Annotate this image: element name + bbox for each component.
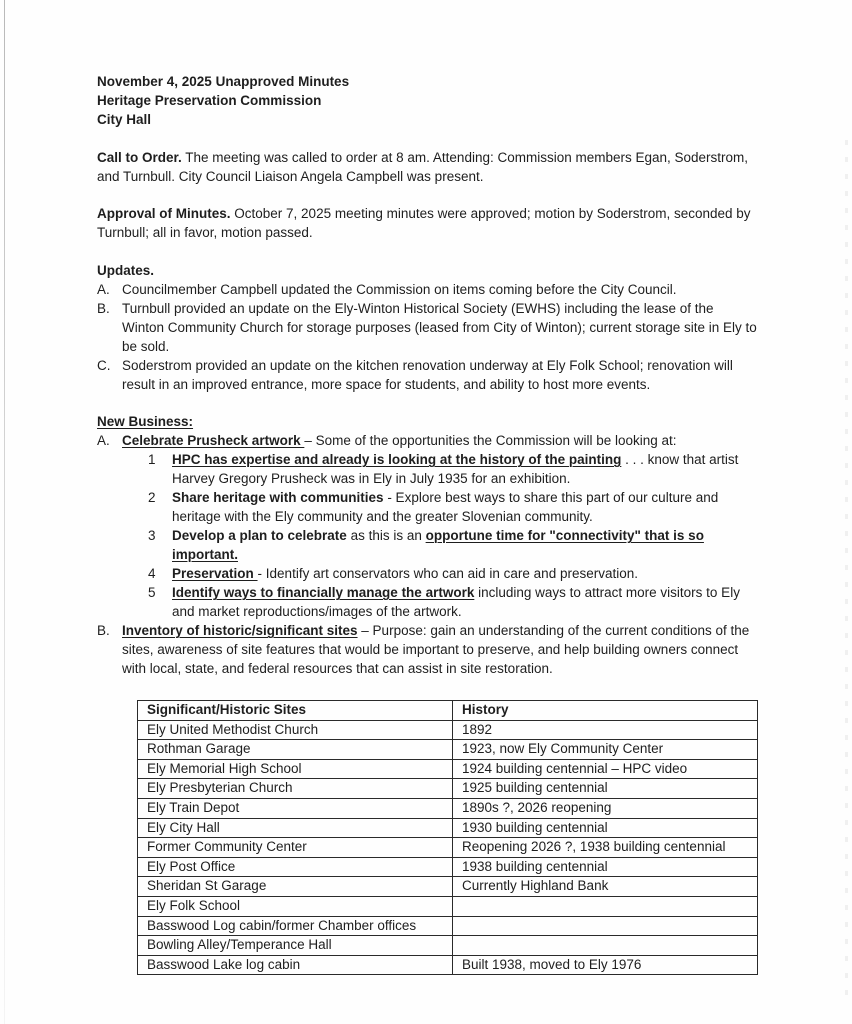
table-cell: Ely Post Office xyxy=(138,857,453,877)
updates-item-text: Councilmember Campbell updated the Commission on items coming before the City Council. xyxy=(122,282,677,297)
table-row xyxy=(138,916,758,936)
table-cell: 1892 xyxy=(453,720,758,740)
updates-heading: Updates. xyxy=(97,263,155,278)
table-cell: Rothman Garage xyxy=(138,740,453,760)
table-header-history: History xyxy=(453,701,758,721)
document-title-block xyxy=(97,72,757,129)
sub-item-marker: 2 xyxy=(148,490,156,505)
table-cell: Ely Presbyterian Church xyxy=(138,779,453,799)
new-business-item-b xyxy=(97,621,757,678)
sub-item-5-bold: Identify ways to financially manage the artwork xyxy=(172,585,475,600)
table-row xyxy=(138,779,758,799)
scan-right-edge-artifact xyxy=(845,140,848,1000)
new-business-heading: New Business: xyxy=(97,414,194,429)
sub-item-3 xyxy=(148,526,757,564)
sub-item-3-text xyxy=(172,526,757,564)
sub-item-1-rest: . . . know that artist Harvey Gregory Prusheck was in Ely in July 1935 for an exhibition. xyxy=(172,452,739,486)
table-row xyxy=(138,720,758,740)
sub-item-2-rest: - Explore best ways to share this part of our culture and heritage with the Ely community and the greater Slovenian community. xyxy=(172,490,719,524)
item-b-after-title: – Purpose: gain an understanding of the current conditions of the sites, awareness of site features that would be important to preserve, and help building owners connect with local, state, and federal resources that can assist in site restoration. xyxy=(122,623,750,676)
title-commission-line: Heritage Preservation Commission xyxy=(97,93,322,108)
sub-item-3-mid: as this is an xyxy=(346,528,426,543)
table-cell xyxy=(453,916,758,936)
updates-item-c xyxy=(97,356,757,394)
table-row xyxy=(138,838,758,858)
table-header-sites: Significant/Historic Sites xyxy=(138,701,453,721)
updates-item-b xyxy=(97,299,757,356)
sub-item-marker: 1 xyxy=(148,452,156,467)
table-cell: Former Community Center xyxy=(138,838,453,858)
table-row xyxy=(138,877,758,897)
new-business-item-a xyxy=(97,431,757,450)
sub-item-1-text xyxy=(172,450,757,488)
call-to-order-text: The meeting was called to order at 8 am. Attending: Commission members Egan, Soderstrom, and Turnbull. City Council Liaison Angela Campbell was present. xyxy=(97,150,749,184)
table-row xyxy=(138,936,758,956)
table-cell: 1925 building centennial xyxy=(453,779,758,799)
sub-item-2-text xyxy=(172,488,757,526)
scan-left-edge-artifact xyxy=(4,0,5,1024)
sub-item-3-bold: Develop a plan to celebrate xyxy=(172,528,347,543)
approval-label: Approval of Minutes. xyxy=(97,206,231,221)
sub-item-marker: 3 xyxy=(148,528,156,543)
updates-item-text: Turnbull provided an update on the Ely-Winton Historical Society (EWHS) including the lease of the Winton Community Church for storage purposes (leased from City of Winton); current storage site in Ely to be sold. xyxy=(122,301,757,354)
item-b-title: Inventory of historic/significant sites xyxy=(122,623,358,638)
table-cell: Ely United Methodist Church xyxy=(138,720,453,740)
list-marker: A. xyxy=(97,433,110,448)
table-row xyxy=(138,798,758,818)
table-row xyxy=(138,818,758,838)
sub-item-2-bold: Share heritage with communities xyxy=(172,490,384,505)
title-date-line: November 4, 2025 Unapproved Minutes xyxy=(97,74,350,89)
sub-item-5-text xyxy=(172,583,757,621)
sub-item-3-bold-underlined: opportune time for "connectivity" that is so important. xyxy=(172,528,704,562)
table-cell: Ely Memorial High School xyxy=(138,759,453,779)
sub-item-1 xyxy=(148,450,757,488)
updates-section xyxy=(97,261,757,394)
sub-item-4-bold: Preservation xyxy=(172,566,258,581)
table-row xyxy=(138,896,758,916)
table-cell xyxy=(453,896,758,916)
new-business-item-a-lead xyxy=(122,431,757,450)
table-cell: Built 1938, moved to Ely 1976 xyxy=(453,955,758,975)
title-location-line: City Hall xyxy=(97,112,152,127)
item-a-title: Celebrate Prusheck artwork xyxy=(122,433,305,448)
call-to-order-label: Call to Order. xyxy=(97,150,182,165)
new-business-item-b-text xyxy=(122,621,757,678)
table-cell: Ely Folk School xyxy=(138,896,453,916)
sub-item-5-rest: including ways to attract more visitors to Ely and market reproductions/images of the artwork. xyxy=(172,585,740,619)
table-cell xyxy=(453,936,758,956)
table-cell: Reopening 2026 ?, 1938 building centennial xyxy=(453,838,758,858)
table-cell: Currently Highland Bank xyxy=(453,877,758,897)
table-cell: Ely City Hall xyxy=(138,818,453,838)
sub-item-marker: 4 xyxy=(148,566,156,581)
sub-item-4-rest: - Identify art conservators who can aid in care and preservation. xyxy=(257,566,638,581)
table-row xyxy=(138,740,758,760)
sub-item-4 xyxy=(148,564,757,583)
sub-item-4-text xyxy=(172,564,757,583)
sub-item-5 xyxy=(148,583,757,621)
new-business-section xyxy=(97,412,757,678)
table-cell: 1938 building centennial xyxy=(453,857,758,877)
list-marker: B. xyxy=(97,301,110,316)
table-cell: Bowling Alley/Temperance Hall xyxy=(138,936,453,956)
table-cell: 1930 building centennial xyxy=(453,818,758,838)
table-cell: 1924 building centennial – HPC video xyxy=(453,759,758,779)
table-cell: 1890s ?, 2026 reopening xyxy=(453,798,758,818)
approval-text: October 7, 2025 meeting minutes were approved; motion by Soderstrom, seconded by Turnbull; all in favor, motion passed. xyxy=(97,206,751,240)
call-to-order-paragraph xyxy=(97,148,757,186)
table-cell: Sheridan St Garage xyxy=(138,877,453,897)
table-cell: Ely Train Depot xyxy=(138,798,453,818)
sub-item-2 xyxy=(148,488,757,526)
table-cell: Basswood Lake log cabin xyxy=(138,955,453,975)
sub-item-1-bold: HPC has expertise and already is looking at the history of the painting xyxy=(172,452,622,467)
approval-of-minutes-paragraph xyxy=(97,204,757,242)
updates-item-a xyxy=(97,280,757,299)
table-cell: 1923, now Ely Community Center xyxy=(453,740,758,760)
updates-item-text: Soderstrom provided an update on the kitchen renovation underway at Ely Folk School; renovation will result in an improved entrance, more space for students, and ability to host more events. xyxy=(122,358,733,392)
table-row xyxy=(138,955,758,975)
table-header-row xyxy=(138,701,758,721)
table-row xyxy=(138,759,758,779)
table-row xyxy=(138,857,758,877)
list-marker: B. xyxy=(97,623,110,638)
table-cell: Basswood Log cabin/former Chamber offices xyxy=(138,916,453,936)
list-marker: C. xyxy=(97,358,111,373)
historic-sites-table xyxy=(137,700,758,975)
item-a-after-title: – Some of the opportunities the Commission will be looking at: xyxy=(304,433,677,448)
sub-item-marker: 5 xyxy=(148,585,156,600)
list-marker: A. xyxy=(97,282,110,297)
document-content xyxy=(97,72,757,975)
